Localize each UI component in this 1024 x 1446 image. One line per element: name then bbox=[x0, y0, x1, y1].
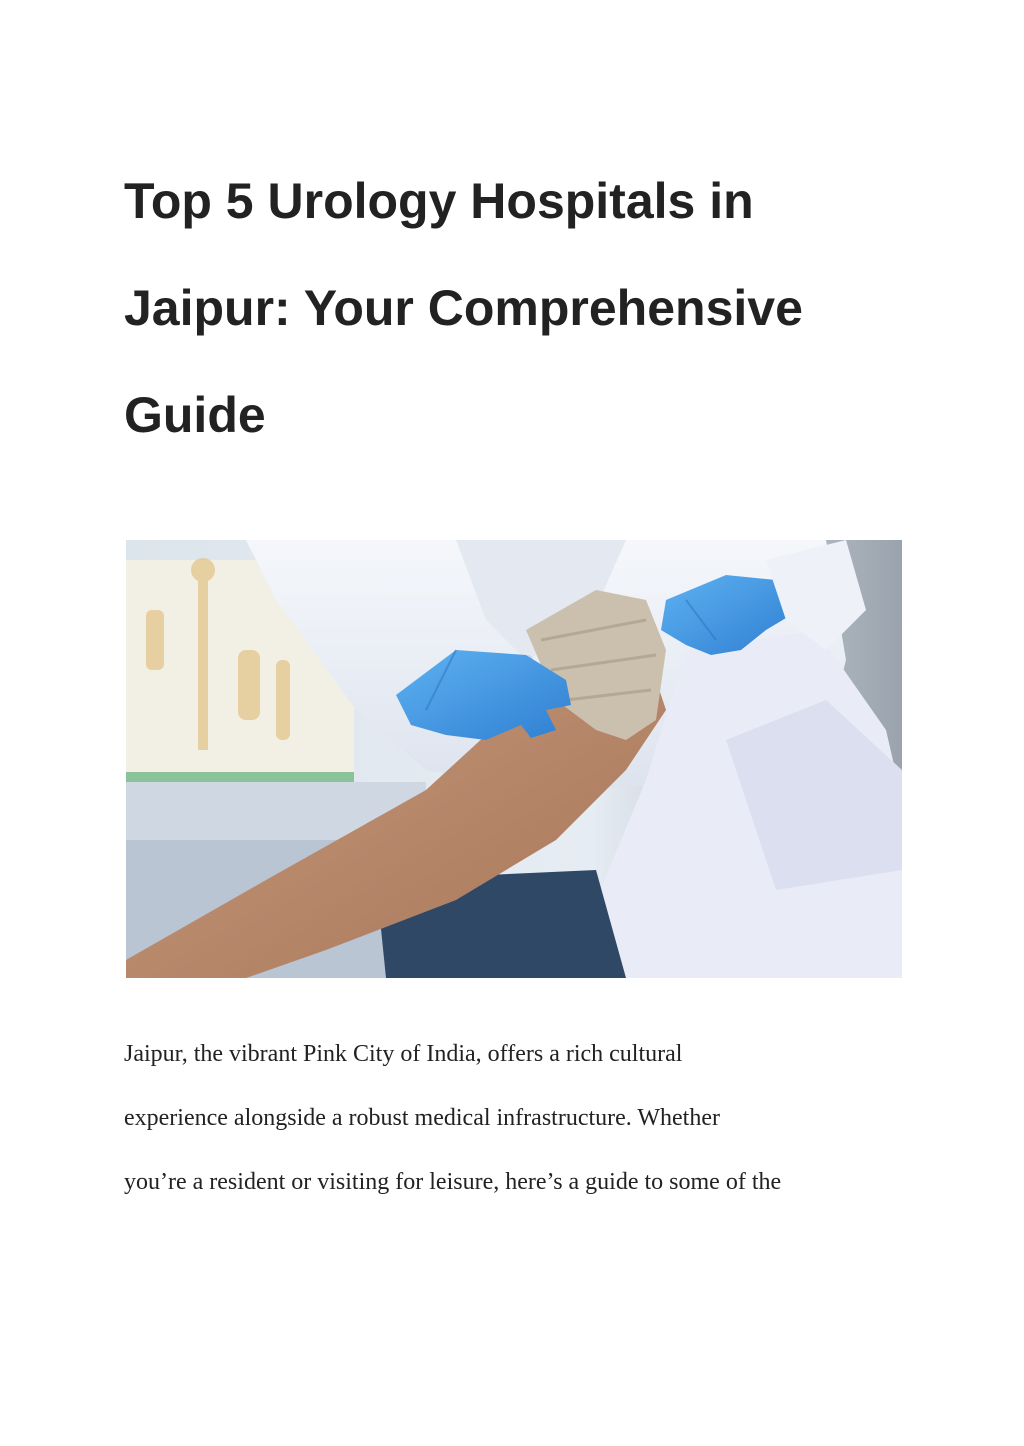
title-line: Top 5 Urology Hospitals in bbox=[124, 173, 754, 229]
intro-line: experience alongside a robust medical infrastructure. Whether bbox=[124, 1105, 720, 1131]
intro-paragraph bbox=[124, 1022, 914, 1214]
intro-line: you’re a resident or visiting for leisure, here’s a guide to some of the bbox=[124, 1169, 782, 1195]
intro-line: Jaipur, the vibrant Pink City of India, offers a rich cultural bbox=[124, 1041, 683, 1067]
article-title bbox=[124, 148, 904, 469]
hero-photo bbox=[126, 540, 902, 978]
title-line: Guide bbox=[124, 387, 266, 443]
title-line: Jaipur: Your Comprehensive bbox=[124, 280, 803, 336]
